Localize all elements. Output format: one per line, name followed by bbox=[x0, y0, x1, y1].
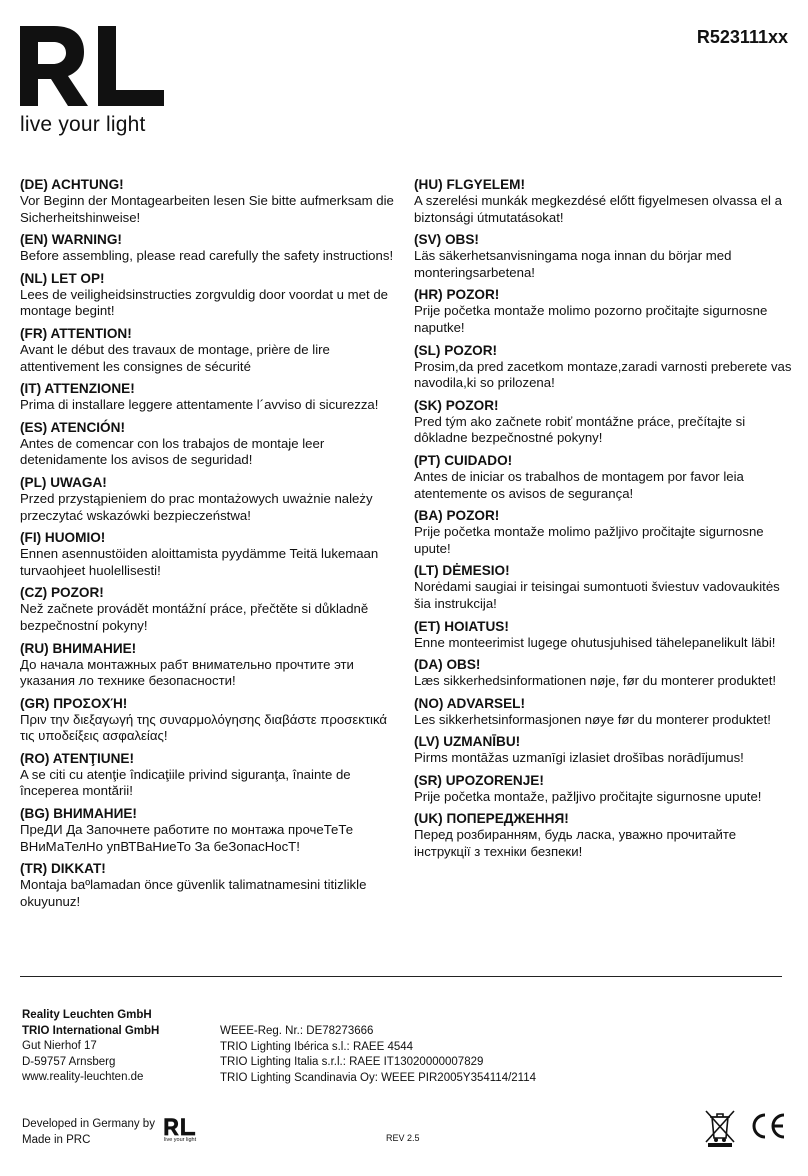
safety-warning bbox=[414, 507, 794, 557]
warning-text: Läs säkerhetsanvisningama noga innan du börjar med monteringsarbetena! bbox=[414, 248, 732, 280]
safety-warning bbox=[414, 733, 794, 767]
warning-text: Prosim,da pred zacetkom montaze,zaradi varnosti preberete vas navodila,ki so prilozena! bbox=[414, 358, 792, 391]
warnings-column-left bbox=[20, 176, 400, 915]
warning-text: ПреДИ Да Започнете работите по монтажа прочеТеТе ВНиМаТелНо упВТВаНиеТо За беЗопасНосТ! bbox=[20, 822, 354, 854]
warning-heading: (EN) WARNING! bbox=[20, 232, 122, 248]
ce-mark-icon bbox=[748, 1111, 788, 1146]
warning-text: Montaja baºlamadan önce güvenlik talimatnamesini titizlikle okuyunuz! bbox=[20, 877, 367, 909]
warning-text: Ennen asennustöiden aloittamista pyydämme Teitä lukemaan turvaohjeet huolellisesti! bbox=[20, 546, 379, 578]
warning-text: Antes de comencar con los trabajos de montaje leer detenidamente los avisos de seguridad! bbox=[20, 435, 325, 468]
warning-heading: (FI) HUOMIO! bbox=[20, 530, 106, 546]
warning-text: Prije početka montaže molimo pozorno pročitajte sigurnosne naputke! bbox=[414, 303, 768, 335]
warning-heading: (RU) ВНИМАНИЕ! bbox=[20, 640, 137, 656]
warning-text: Πριν την διεξαγωγή της συναρμολόγησης διαβάστε προσεκτικά τις υποδείξεις ασφαλείας! bbox=[20, 711, 388, 744]
warning-heading: (NL) LET OP! bbox=[20, 270, 105, 286]
weee-line: WEEE-Reg. Nr.: DE78273666 bbox=[220, 1025, 374, 1037]
company-city: D-59757 Arnsberg bbox=[22, 1055, 116, 1068]
warning-text: Læs sikkerhedsinformationen nøje, før du monterer produktet! bbox=[414, 673, 777, 689]
warning-heading: (NO) ADVARSEL! bbox=[414, 695, 526, 711]
warning-heading: (CZ) POZOR! bbox=[20, 585, 104, 601]
warning-text: Prije početka montaže molimo pažljivo pročitajte sigurnosne upute! bbox=[414, 524, 764, 556]
warning-heading: (HR) POZOR! bbox=[414, 287, 500, 303]
company-address bbox=[22, 1008, 159, 1086]
company-name-1: Reality Leuchten GmbH bbox=[22, 1009, 152, 1021]
safety-warning bbox=[414, 562, 794, 612]
warning-text: Prima di installare leggere attentamente l´avviso di sicurezza! bbox=[20, 397, 379, 413]
company-website: www.reality-leuchten.de bbox=[22, 1071, 144, 1083]
warning-heading: (UK) ПОПЕРЕДЖЕННЯ! bbox=[414, 811, 569, 827]
warning-text: A se citi cu atenţie îndicaţiile privind siguranţa, înainte de începerea montării! bbox=[20, 766, 351, 799]
warning-heading: (BG) ВНИМАНИЕ! bbox=[20, 806, 137, 822]
safety-warning bbox=[20, 584, 400, 634]
warning-text: Перед розбиранням, будь ласка, уважно прочитайте інструкції з техніки безпеки! bbox=[414, 827, 737, 860]
safety-warning bbox=[20, 750, 400, 800]
footer-divider bbox=[20, 976, 782, 977]
warning-text: Norėdami saugiai ir teisingai sumontuoti šviestuv vadovaukitės šia instrukcija! bbox=[414, 579, 780, 611]
safety-warning bbox=[414, 618, 794, 652]
warning-text: Antes de iniciar os trabalhos de montagem por favor leia atentemente os avisos de segurança! bbox=[414, 468, 744, 501]
small-rl-logo-mark bbox=[164, 1117, 196, 1137]
warning-heading: (HU) FLGYELEM! bbox=[414, 177, 526, 192]
safety-warning bbox=[20, 419, 400, 469]
warning-heading: (RO) ATENŢIUNE! bbox=[20, 750, 135, 766]
safety-warning bbox=[20, 640, 400, 690]
weee-line: TRIO Lighting Italia s.r.l.: RAEE IT13020000007829 bbox=[220, 1056, 484, 1068]
safety-warning bbox=[414, 452, 794, 502]
safety-warning bbox=[414, 656, 794, 690]
warning-text: Lees de veiligheidsinstructies zorgvuldig door voordat u met de montage begint! bbox=[20, 286, 388, 319]
warnings-column-right bbox=[414, 176, 794, 866]
safety-warning bbox=[20, 325, 400, 375]
safety-warning bbox=[20, 860, 400, 910]
safety-warning bbox=[20, 529, 400, 579]
safety-warning bbox=[20, 695, 400, 745]
weee-line: TRIO Lighting Scandinavia Oy: WEEE PIR2005Y354114/2114 bbox=[220, 1071, 537, 1084]
warning-heading: (BA) POZOR! bbox=[414, 508, 500, 524]
developed-in: Developed in Germany by bbox=[22, 1118, 155, 1130]
safety-warning bbox=[414, 810, 794, 860]
made-in: Made in PRC bbox=[22, 1133, 91, 1146]
warning-heading: (LV) UZMANĪBU! bbox=[414, 734, 521, 750]
safety-warning bbox=[20, 231, 400, 265]
warning-heading: (SL) POZOR! bbox=[414, 342, 498, 358]
safety-warning bbox=[414, 176, 794, 226]
warning-heading: (ET) HOIATUS! bbox=[414, 618, 509, 634]
warning-heading: (FR) ATTENTION! bbox=[20, 325, 132, 341]
safety-warning bbox=[414, 772, 794, 806]
safety-warning bbox=[20, 474, 400, 524]
product-code: R523111xx bbox=[696, 27, 788, 47]
weee-registrations bbox=[220, 1024, 536, 1086]
safety-warning bbox=[20, 380, 400, 414]
warning-text: Przed przystąpieniem do prac montażowych uważnie należy przeczytać wskazówki bezpieczeństwa! bbox=[20, 490, 373, 523]
warning-text: A szerelési munkák megkezdésé előtt figyelmesen olvassa el a biztonsági útmutatásokat! bbox=[414, 193, 782, 225]
origin-info bbox=[22, 1117, 155, 1148]
warning-heading: (SR) UPOZORENJE! bbox=[414, 772, 544, 788]
safety-warning bbox=[414, 286, 794, 336]
warning-heading: (SK) POZOR! bbox=[414, 397, 499, 413]
safety-warning bbox=[20, 805, 400, 855]
safety-warning bbox=[20, 176, 400, 226]
warning-text: Before assembling, please read carefully the safety instructions! bbox=[20, 248, 394, 264]
warning-text: До начала монтажных рабт внимательно прочтите эти указания ло технике безопасности! bbox=[20, 656, 354, 689]
warning-text: Pred tým ako začnete robiť montážne práce, prečítajte si dôkladne bezpečnostné pokyny! bbox=[414, 413, 746, 446]
rl-logo-mark bbox=[18, 26, 168, 108]
brand-tagline: live your light bbox=[20, 113, 146, 136]
company-street: Gut Nierhof 17 bbox=[22, 1040, 97, 1052]
safety-warning bbox=[414, 342, 794, 392]
warning-heading: (PL) UWAGA! bbox=[20, 474, 107, 490]
company-name-2: TRIO International GmbH bbox=[22, 1024, 160, 1037]
warning-heading: (LT) DĖMESIO! bbox=[414, 563, 510, 579]
warning-text: Prije početka montaže, pažljivo pročitajte sigurnosne upute! bbox=[414, 788, 762, 804]
small-brand-tagline: live your light bbox=[164, 1137, 197, 1143]
safety-warning bbox=[20, 270, 400, 320]
warning-text: Než začnete provádět montážní práce, přečtěte si důkladně bezpečnostní pokyny! bbox=[20, 601, 369, 633]
safety-warning bbox=[414, 695, 794, 729]
warning-heading: (TR) DIKKAT! bbox=[20, 861, 106, 877]
warning-heading: (PT) CUIDADO! bbox=[414, 452, 513, 468]
warning-heading: (DE) ACHTUNG! bbox=[20, 177, 124, 192]
weee-crossed-bin-icon bbox=[704, 1108, 736, 1153]
warning-heading: (IT) ATTENZIONE! bbox=[20, 381, 135, 397]
warning-heading: (SV) OBS! bbox=[414, 232, 479, 248]
warning-heading: (ES) ATENCIÓN! bbox=[20, 419, 125, 435]
warning-text: Pirms montāžas uzmanīgi izlasiet drošības norādījumus! bbox=[414, 750, 744, 766]
safety-warning bbox=[414, 231, 794, 281]
safety-warning bbox=[414, 397, 794, 447]
warning-text: Enne monteerimist lugege ohutusjuhised tähelepanelikult läbi! bbox=[414, 634, 776, 650]
warning-text: Avant le début des travaux de montage, prière de lire attentivement les consignes de sécurité bbox=[20, 341, 330, 374]
warning-heading: (GR) ΠΡΟΣΟΧΉ! bbox=[20, 695, 128, 711]
revision-label: REV 2.5 bbox=[386, 1133, 420, 1143]
warning-heading: (DA) OBS! bbox=[414, 657, 481, 673]
warning-text: Les sikkerhetsinformasjonen nøye før du monterer produktet! bbox=[414, 711, 771, 727]
warning-text: Vor Beginn der Montagearbeiten lesen Sie bitte aufmerksam die Sicherheitshinweise! bbox=[20, 193, 394, 225]
weee-line: TRIO Lighting Ibérica s.l.: RAEE 4544 bbox=[220, 1040, 414, 1053]
